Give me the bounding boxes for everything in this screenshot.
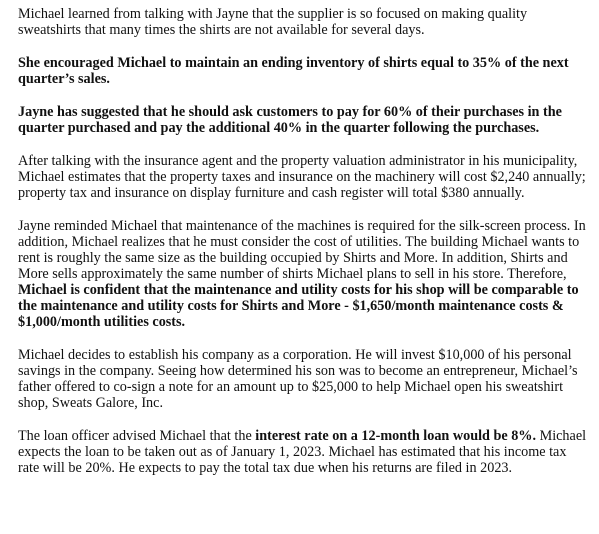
paragraph-text: Jayne has suggested that he should ask customers to pay for 60% of their purchases in the quarter purchased and pay the additional 40% in the quarter following the purchases. (18, 104, 562, 136)
paragraph-text: The loan officer advised Michael that the (18, 428, 256, 444)
document-page (18, 6, 588, 493)
paragraph-text: After talking with the insurance agent and the property valuation administrator in his municipality, Michael estimates that the property taxes and insurance on the machinery will cost $2,240 annually; property tax and insurance on display furniture and cash register will total $380 annually. (18, 153, 586, 201)
paragraph-maintenance-utilities (18, 218, 588, 330)
paragraph-supplier-availability (18, 6, 588, 38)
paragraph-text: Michael expects the loan to be taken out as of January 1, 2023. Michael has estimated that his income tax rate will be 20%. He expects to pay the total tax due when his returns are filed in 2023. (18, 428, 587, 476)
paragraph-text: Michael learned from talking with Jayne that the supplier is so focused on making quality sweatshirts that many times the shirts are not available for several days. (18, 6, 528, 38)
paragraph-property-tax-insurance (18, 153, 588, 201)
paragraph-ending-inventory (18, 55, 588, 87)
paragraph-emphasis: interest rate on a 12-month loan would be 8%. (255, 428, 537, 444)
paragraph-loan-terms (18, 428, 588, 476)
paragraph-customer-payments (18, 104, 588, 136)
paragraph-text: She encouraged Michael to maintain an ending inventory of shirts equal to 35% of the next quarter’s sales. (18, 55, 569, 87)
paragraph-text: Jayne reminded Michael that maintenance of the machines is required for the silk-screen process. In addition, Michael realizes that he must consider the cost of utilities. The building Michael wants to rent is roughly the same size as the building occupied by Shirts and More. In addition, Shirts and More sells approximately the same number of shirts Michael plans to sell in his store. Therefore, (18, 218, 586, 282)
paragraph-corporation-financing (18, 347, 588, 411)
paragraph-text: Michael decides to establish his company as a corporation. He will invest $10,000 of his personal savings in the company. Seeing how determined his son was to become an entrepreneur, Michael’s father offered to co-sign a note for an amount up to $25,000 to help Michael open his sweatshirt shop, Sweats Galore, Inc. (18, 347, 578, 411)
paragraph-emphasis: Michael is confident that the maintenance and utility costs for his shop will be comparable to the maintenance and utility costs for Shirts and More - $1,650/month maintenance costs & $1,000/month utilities costs. (18, 282, 579, 330)
